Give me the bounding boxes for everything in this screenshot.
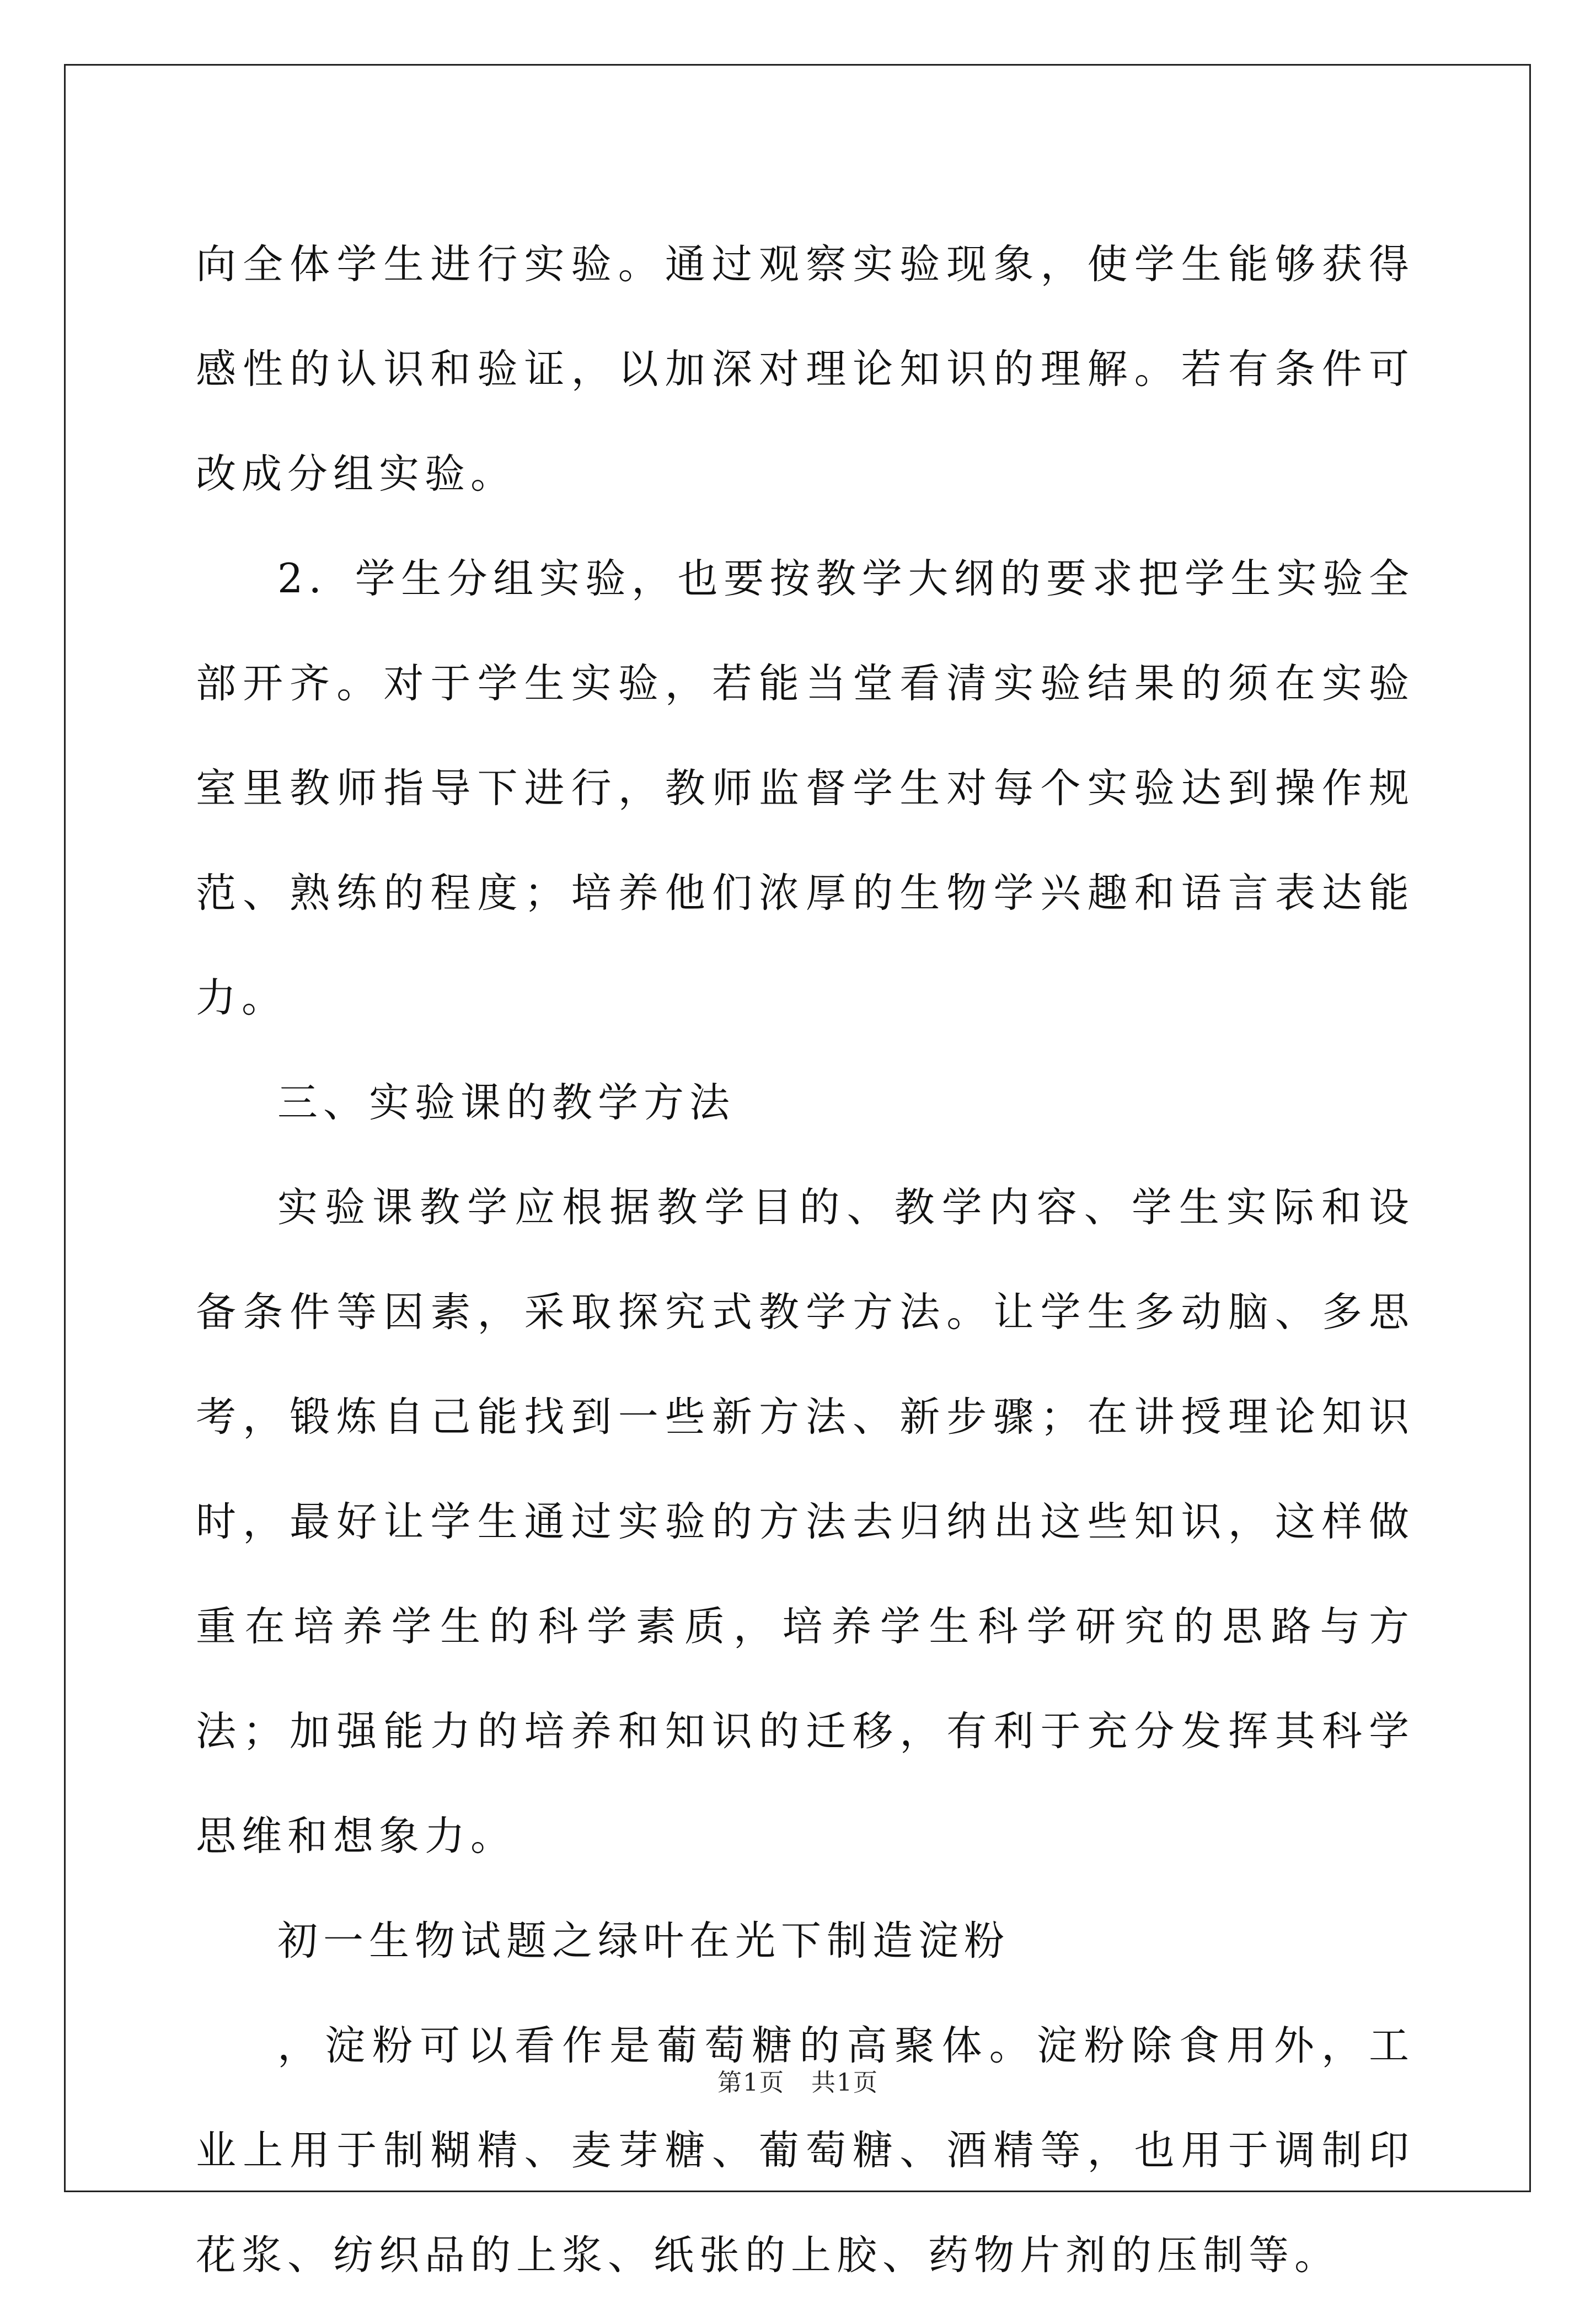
section-heading-teaching-methods: 三、实验课的教学方法: [277, 1079, 735, 1126]
page-footer: [0, 2063, 1596, 2098]
document-body: [196, 212, 1415, 2308]
paragraph-continuation: 向全体学生进行实验。通过观察实验现象，使学生能够获得感性的认识和验证，以加深对理论知识的理解。若有条件可改成分组实验。: [196, 241, 1415, 497]
section-heading-starch: 初一生物试题之绿叶在光下制造淀粉: [277, 1918, 1010, 1964]
paragraph-student-experiments: 2．学生分组实验，也要按教学大纲的要求把学生实验全部开齐。对于学生实验，若能当堂看清实验结果的须在实验室里教师指导下进行，教师监督学生对每个实验达到操作规范、熟练的程度；培养他们浓厚的生物学兴趣和语言表达能力。: [196, 555, 1415, 1021]
paragraph-teaching-methods: 实验课教学应根据教学目的、教学内容、学生实际和设备条件等因素，采取探究式教学方法。让学生多动脑、多思考，锻炼自己能找到一些新方法、新步骤；在讲授理论知识时，最好让学生通过实验的方法去归纳出这些知识，这样做重在培养学生的科学素质，培养学生科学研究的思路与方法；加强能力的培养和知识的迁移，有利于充分发挥其科学思维和想象力。: [196, 1184, 1415, 1860]
paragraph-starch: ，淀粉可以看作是葡萄糖的高聚体。淀粉除食用外，工业上用于制糊精、麦芽糖、葡萄糖、酒精等，也用于调制印花浆、纺织品的上浆、纸张的上胶、药物片剂的压制等。: [196, 2022, 1415, 2279]
page-number-total: 共1页: [811, 2069, 879, 2097]
page-number-current: 第1页: [717, 2069, 785, 2097]
